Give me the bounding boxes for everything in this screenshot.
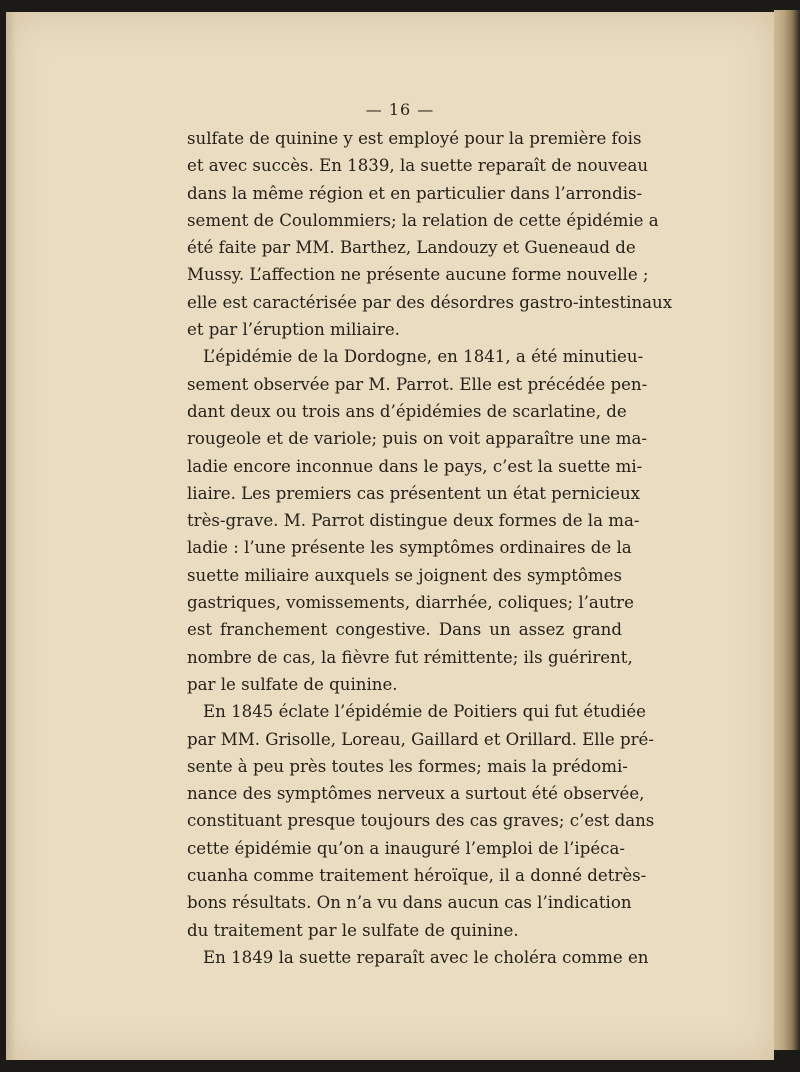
text-line: du traitement par le sulfate de quinine.: [187, 920, 519, 940]
text-line: nance des symptômes nerveux a surtout été observée,: [187, 784, 645, 804]
text-line: et avec succès. En 1839, la suette reparaît de nouveau: [187, 156, 649, 176]
text-line: rougeole et de variole; puis on voit apparaître une ma-: [187, 429, 647, 449]
text-line: Mussy. L’affection ne présente aucune forme nouvelle ;: [187, 265, 649, 285]
text-line: par MM. Grisolle, Loreau, Gaillard et Orillard. Elle pré-: [187, 729, 654, 749]
text-line: ladie : l’une présente les symptômes ordinaires de la: [187, 538, 632, 558]
text-line: dant deux ou trois ans d’épidémies de scarlatine, de: [187, 401, 627, 421]
text-line: cuanha comme traitement héroïque, il a donné detrès-: [187, 866, 647, 886]
text-line: ladie encore inconnue dans le pays, c’est la suette mi-: [187, 456, 643, 476]
text-line: gastriques, vomissements, diarrhée, coliques; l’autre: [187, 593, 634, 613]
text-line: est franchement congestive. Dans un assez grand: [187, 620, 622, 640]
text-line: suette miliaire auxquels se joignent des symptômes: [187, 565, 622, 585]
text-line: L’épidémie de la Dordogne, en 1841, a été minutieu-: [203, 347, 644, 367]
text-line: elle est caractérisée par des désordres gastro-intestinaux: [187, 292, 673, 312]
text-line: En 1845 éclate l’épidémie de Poitiers qui fut étudiée: [203, 702, 646, 722]
text-line: liaire. Les premiers cas présentent un état pernicieux: [187, 483, 641, 503]
text-line: dans la même région et en particulier dans l’arrondis-: [187, 183, 643, 203]
text-line: très-grave. M. Parrot distingue deux formes de la ma-: [187, 511, 640, 531]
text-line: En 1849 la suette reparaît avec le choléra comme en: [203, 947, 649, 967]
text-line: par le sulfate de quinine.: [187, 674, 398, 694]
text-line: et par l’éruption miliaire.: [187, 320, 400, 340]
text-line: été faite par MM. Barthez, Landouzy et Gueneaud de: [187, 238, 636, 258]
text-line: sulfate de quinine y est employé pour la première fois: [187, 129, 642, 148]
text-line: sement de Coulommiers; la relation de cette épidémie a: [187, 210, 659, 230]
page-number: — 16 —: [365, 100, 435, 119]
text-line: constituant presque toujours des cas graves; c’est dans: [187, 811, 655, 831]
text-line: sente à peu près toutes les formes; mais la prédomi-: [187, 756, 628, 776]
text-line: cette épidémie qu’on a inauguré l’emploi de l’ipéca-: [187, 838, 625, 858]
text-line: nombre de cas, la fièvre fut rémittente; ils guérirent,: [187, 647, 633, 667]
text-line: bons résultats. On n’a vu dans aucun cas l’indication: [187, 893, 632, 913]
page-edge-shadow: [774, 10, 800, 1050]
body-text: [187, 125, 673, 971]
text-line: sement observée par M. Parrot. Elle est précédée pen-: [187, 374, 648, 394]
